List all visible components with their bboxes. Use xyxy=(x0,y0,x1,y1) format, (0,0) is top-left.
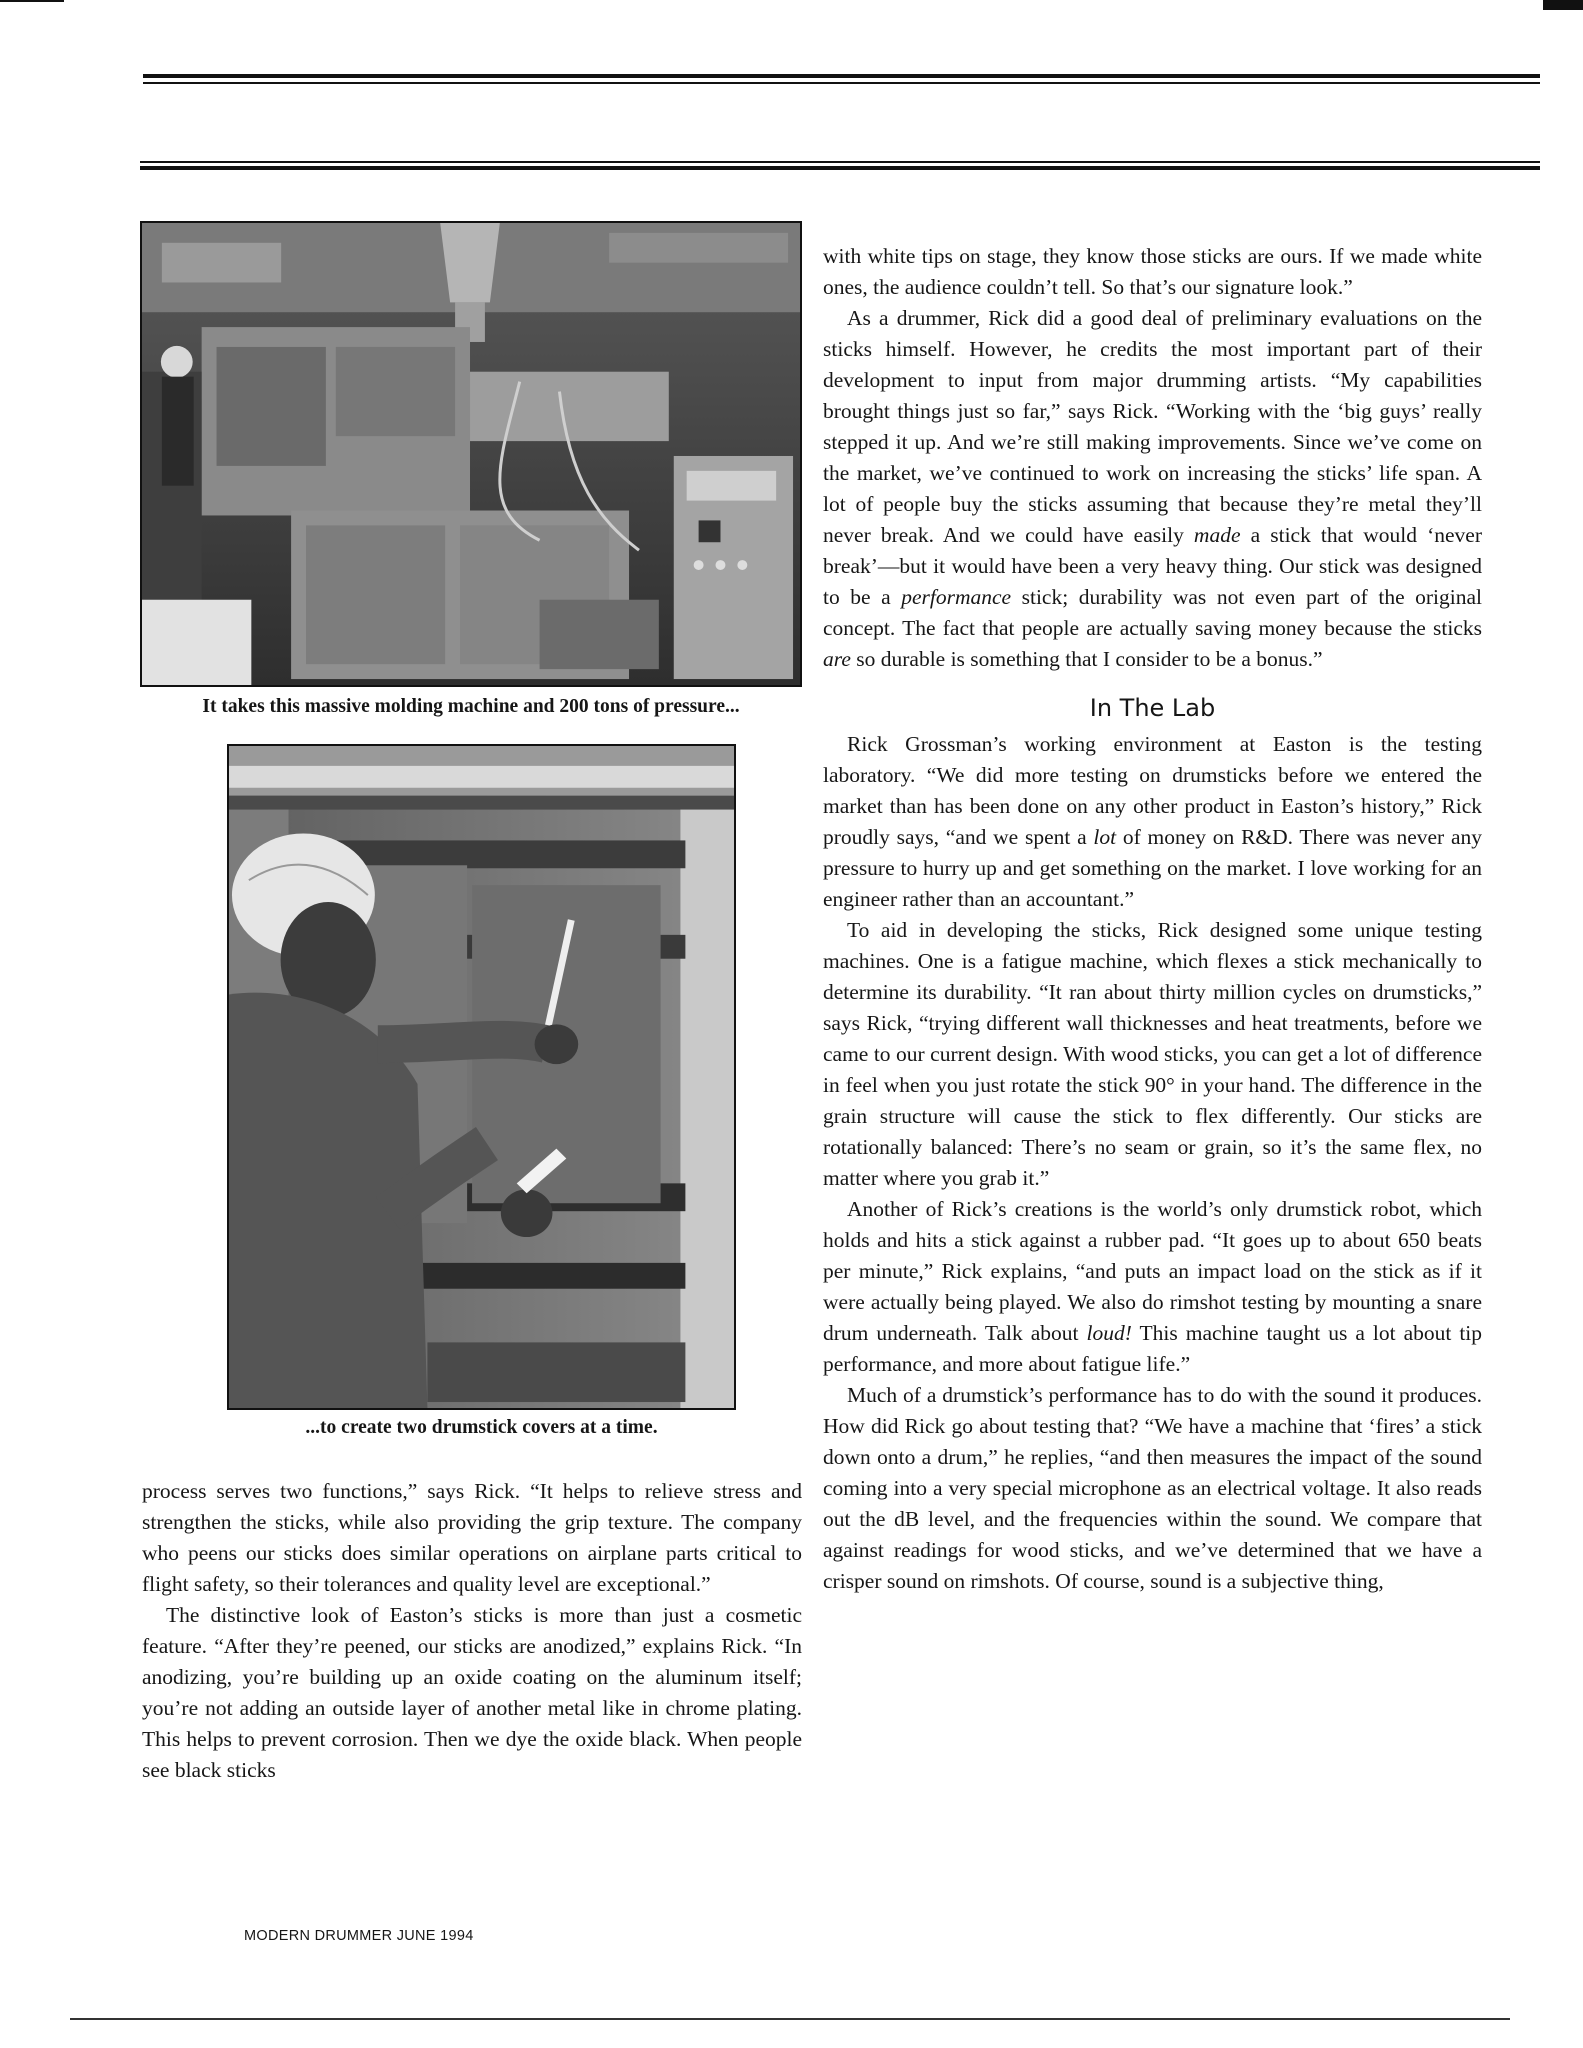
right-paragraph-6: Much of a drumstick’s performance has to do with the sound it produces. How did Rick go about testing that? “We have a machine that ‘fires’ a stick down onto a drum,” he replies, “and then measures the impact of the sound coming into a very special microphone as an electrical voltage. It also reads out the dB level, and the frequencies within the sound. We compare that against readings for wood sticks, and we’ve determined that we have a crisper sound on rimshots. Of course, sound is a subjective thing, xyxy=(823,1383,1482,1593)
right-paragraph-1: with white tips on stage, they know those sticks are ours. If we made white ones, the audience couldn’t tell. So that’s our signature look.” xyxy=(823,244,1482,299)
photo-caption-1: It takes this massive molding machine and 200 tons of pressure... xyxy=(202,696,740,717)
molding-machine-photo xyxy=(140,221,802,687)
photo-caption-2: ...to create two drumstick covers at a time. xyxy=(305,1417,658,1438)
right-column xyxy=(823,241,1482,1597)
right-paragraph-4: To aid in developing the sticks, Rick designed some unique testing machines. One is a fatigue machine, which flexes a stick mechanically to determine its durability. “It ran about thirty million cycles on drumsticks,” says Rick, “trying different wall thicknesses and heat treatments, before we came to our current design. With wood sticks, you can get a lot of difference in feel when you just rotate the stick 90° in your hand. The difference in the grain structure will cause the stick to flex differently. Our sticks are rotationally balanced: There’s no seam or grain, so it’s the same flex, no matter where you grab it.” xyxy=(823,918,1482,1190)
worker-at-mold-photo xyxy=(227,744,736,1410)
section-heading: In The Lab xyxy=(1089,694,1216,722)
left-paragraph-2: The distinctive look of Easton’s sticks is more than just a cosmetic feature. “After they’re peened, our sticks are anodized,” explains Rick. “In anodizing, you’re building up an oxide coating on the aluminum itself; you’re not adding an outside layer of another metal like in chrome plating. This helps to prevent corrosion. Then we dye the oxide black. When people see black sticks xyxy=(142,1603,802,1782)
corner-rule-left xyxy=(0,0,64,2)
right-paragraph-2: As a drummer, Rick did a good deal of preliminary evaluations on the sticks himself. However, he credits the most important part of their development to input from major drumming artists. “My capabilities brought things just so far,” says Rick. “Working with the ‘big guys’ really stepped it up. And we’re still making improvements. Since we’ve come on the market, we’ve continued to work on increasing the sticks’ life span. A lot of people buy the sticks assuming that because they’re metal they’ll never break. And we could have easily made a stick that would ‘never break’—but it would have been a very heavy thing. Our stick was designed to be a performance stick; durability was not even part of the original concept. The fact that people are actually saving money because the sticks are so durable is something that I consider to be a bonus.” xyxy=(823,306,1483,671)
header-rule-bottom-thick xyxy=(140,166,1540,170)
right-paragraph-5: Another of Rick’s creations is the world’s only drumstick robot, which holds and hits a stick against a rubber pad. “It goes up to about 650 beats per minute,” Rick explains, “and puts an impact load on the stick as if it were actually being played. We also do rimshot testing by mounting a snare drum underneath. Talk about loud! This machine taught us a lot about tip performance, and more about fatigue life.” xyxy=(823,1197,1483,1376)
footer-rule xyxy=(70,2018,1510,2020)
header-rule-bottom-thin xyxy=(140,161,1540,163)
header-rule-top-thin xyxy=(143,82,1540,84)
page-footer: MODERN DRUMMER JUNE 1994 xyxy=(244,1928,474,1944)
left-paragraph-1: process serves two functions,” says Rick. “It helps to relieve stress and strengthen the sticks, while also providing the grip texture. The company who peens our sticks does similar operations on airplane parts critical to flight safety, so their tolerances and quality level are exceptional.” xyxy=(142,1479,802,1596)
right-paragraph-3: Rick Grossman’s working environment at Easton is the testing laboratory. “We did more testing on drumsticks before we entered the market than has been done on any other product in Easton’s history,” Rick proudly says, “and we spent a lot of money on R&D. There was never any pressure to hurry up and get something on the market. I love working for an engineer rather than an accountant.” xyxy=(823,732,1483,911)
left-column xyxy=(142,1476,802,1786)
corner-block-right xyxy=(1543,0,1583,10)
header-rule-top-thick xyxy=(143,74,1540,78)
